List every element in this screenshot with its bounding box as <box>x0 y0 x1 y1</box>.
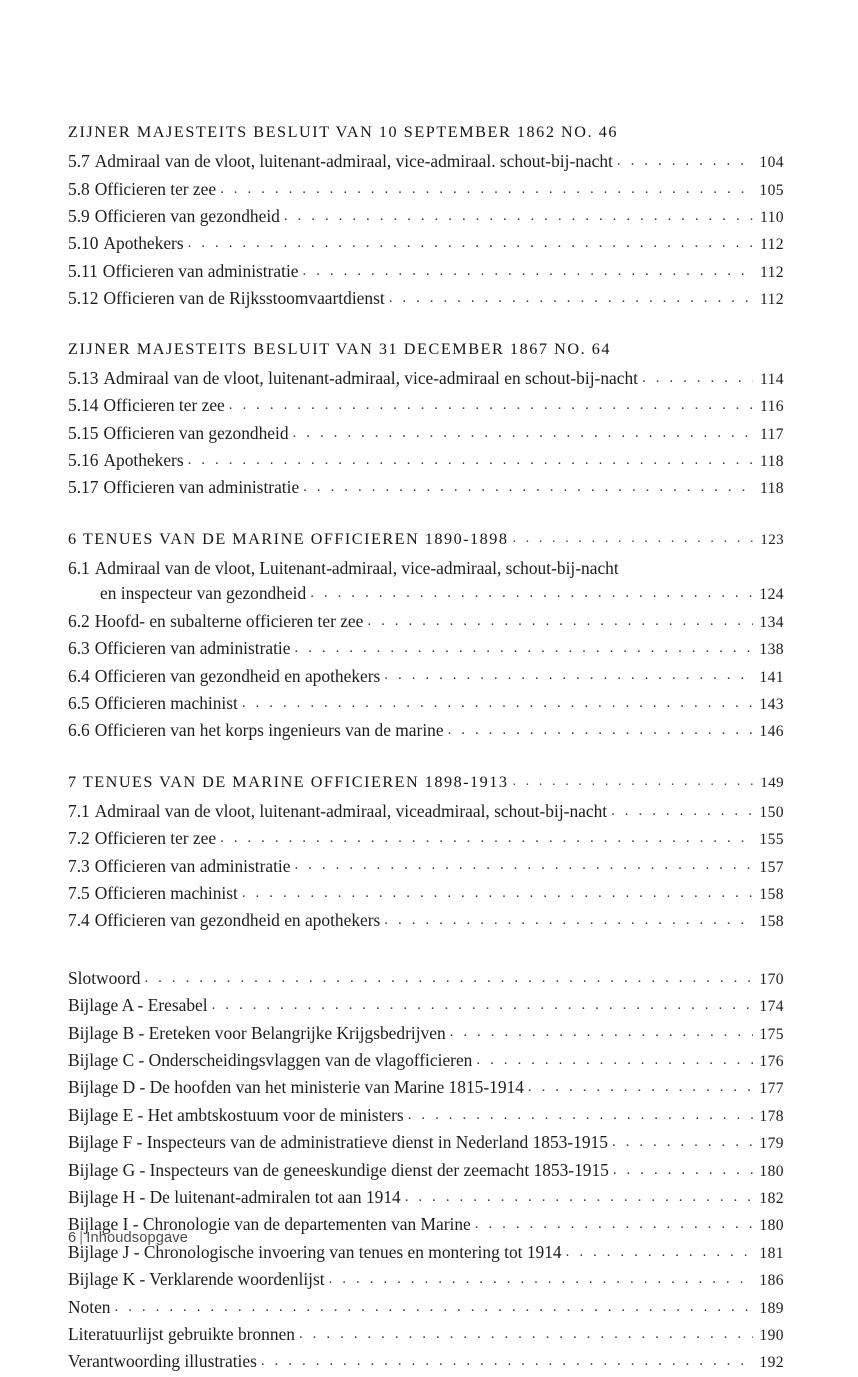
entry-page-number: 182 <box>759 1190 784 1207</box>
entry-label: Slotwoord <box>68 967 141 988</box>
footer-label: Inhoudsopgave <box>86 1230 188 1246</box>
entry-number: 5.14 <box>68 395 99 416</box>
entry-page-number: 149 <box>760 774 784 791</box>
chapter-heading-label: 7 TENUES VAN DE MARINE OFFICIEREN 1898-1913 <box>68 772 509 791</box>
toc-entry[interactable] <box>68 1103 784 1130</box>
entry-page-number: 112 <box>759 263 784 281</box>
entry-page-number: 117 <box>759 425 784 443</box>
entry-page-number: 180 <box>759 1162 784 1180</box>
entry-label: Bijlage D - De hoofden van het ministerie van Marine 1815-1914 <box>68 1077 524 1098</box>
leader-dots <box>220 826 753 851</box>
toc-entry[interactable] <box>68 286 784 313</box>
entry-label: Noten <box>68 1296 111 1317</box>
toc-entry[interactable] <box>68 1267 784 1294</box>
leader-dots <box>303 259 753 284</box>
entry-page-number: 174 <box>759 998 784 1016</box>
leader-dots <box>475 1212 753 1237</box>
entry-number: 6.5 <box>68 692 90 713</box>
leader-dots <box>512 774 753 790</box>
entry-label: Verantwoording illustraties <box>68 1351 257 1372</box>
toc-group <box>68 530 784 746</box>
leader-dots <box>617 149 753 174</box>
toc-entry[interactable] <box>68 636 784 663</box>
entry-page-number: 118 <box>759 453 784 471</box>
toc-entry[interactable] <box>68 1322 784 1349</box>
entry-number: 5.17 <box>68 477 99 498</box>
leader-dots <box>242 881 753 906</box>
leader-dots <box>384 908 753 933</box>
entry-number: 6.3 <box>68 638 90 659</box>
entry-label: Officieren van administratie <box>102 260 299 281</box>
entry-number: 6.1 <box>68 557 90 578</box>
toc-entry[interactable] <box>68 1075 784 1102</box>
entry-label: Officieren ter zee <box>94 828 217 849</box>
footer-page-number: 6 <box>68 1230 77 1246</box>
entry-page-number: 116 <box>759 398 784 416</box>
entry-label: Officieren van gezondheid en apothekers <box>94 910 381 931</box>
toc-entry[interactable] <box>68 421 784 448</box>
chapter-heading-label: 6 TENUES VAN DE MARINE OFFICIEREN 1890-1898 <box>68 529 509 548</box>
entry-page-number: 186 <box>759 1272 784 1290</box>
entry-page-number: 189 <box>759 1299 784 1317</box>
entry-label: Officieren machinist <box>94 692 238 713</box>
entry-number: 7.1 <box>68 800 90 821</box>
entry-page-number: 105 <box>759 181 784 199</box>
entry-number: 5.7 <box>68 151 90 172</box>
entry-number: 5.16 <box>68 450 99 471</box>
entry-label: Bijlage F - Inspecteurs van de administratieve dienst in Nederland 1853-1915 <box>68 1132 608 1153</box>
leader-dots <box>642 366 753 391</box>
entry-label: Officieren van administratie <box>103 477 300 498</box>
entry-page-number: 112 <box>759 291 784 309</box>
toc-entry[interactable] <box>68 691 784 718</box>
toc-entry[interactable] <box>68 475 784 502</box>
toc-group <box>68 773 784 936</box>
toc-entry[interactable] <box>68 231 784 258</box>
toc-entry[interactable] <box>68 966 784 993</box>
toc-entry[interactable] <box>68 204 784 231</box>
leader-dots <box>611 799 753 824</box>
toc-group <box>68 341 784 503</box>
leader-dots <box>566 1240 753 1265</box>
entry-number: 7.3 <box>68 855 90 876</box>
entry-label: Officieren van administratie <box>94 638 291 659</box>
entry-label: Officieren van het korps ingenieurs van de marine <box>94 720 444 741</box>
entry-page-number: 155 <box>759 831 784 849</box>
entry-label: Admiraal van de vloot, luitenant-admiraal, viceadmiraal, schout-bij-nacht <box>94 800 608 821</box>
entry-label: Admiraal van de vloot, luitenant-admiraal, vice-admiraal en schout-bij-nacht <box>103 367 638 388</box>
entry-page-number: 158 <box>759 913 784 931</box>
toc-entry[interactable] <box>68 881 784 908</box>
entry-label: Officieren van gezondheid <box>103 422 289 443</box>
toc-entry[interactable] <box>68 799 784 826</box>
entry-number: 6.4 <box>68 665 90 686</box>
entry-number: 5.10 <box>68 233 99 254</box>
entry-page-number: 143 <box>759 695 784 713</box>
entry-label: Bijlage K - Verklarende woordenlijst <box>68 1269 325 1290</box>
toc-entry[interactable] <box>68 149 784 176</box>
toc-entry[interactable] <box>68 854 784 881</box>
leader-dots <box>220 177 753 202</box>
leader-dots <box>294 636 753 661</box>
entry-page-number: 112 <box>759 236 784 254</box>
entry-label: Hoofd- en subalterne officieren ter zee <box>94 610 364 631</box>
toc-group <box>68 124 784 314</box>
leader-dots <box>310 581 753 606</box>
entry-label: Literatuurlijst gebruikte bronnen <box>68 1324 295 1345</box>
entry-number: 5.12 <box>68 288 99 309</box>
entry-label-continued: en inspecteur van gezondheid <box>100 583 307 604</box>
footer-separator: | <box>79 1230 84 1246</box>
entry-page-number: 123 <box>760 531 784 548</box>
toc-entry[interactable] <box>68 556 784 609</box>
toc-entry[interactable] <box>68 366 784 393</box>
entry-number: 5.9 <box>68 206 90 227</box>
leader-dots <box>450 1020 753 1045</box>
leader-dots <box>188 231 753 256</box>
entry-number: 7.5 <box>68 882 90 903</box>
leader-dots <box>612 1130 753 1155</box>
toc-entry[interactable] <box>68 826 784 853</box>
entry-page-number: 146 <box>759 723 784 741</box>
entry-page-number: 190 <box>759 1327 784 1345</box>
entry-page-number: 134 <box>759 613 784 631</box>
leader-dots <box>405 1185 753 1210</box>
entry-label: Officieren van administratie <box>94 855 291 876</box>
toc-entry[interactable] <box>68 177 784 204</box>
toc-entry[interactable] <box>68 1048 784 1075</box>
entry-page-number: 110 <box>759 209 784 227</box>
toc-appendix-list <box>68 966 784 1377</box>
toc-entry[interactable] <box>68 993 784 1020</box>
entry-label: Bijlage J - Chronologische invoering van tenues en montering tot 1914 <box>68 1241 562 1262</box>
entry-page-number: 118 <box>759 480 784 498</box>
entry-page-number: 177 <box>759 1080 784 1098</box>
chapter-heading-row[interactable] <box>68 773 784 792</box>
entry-page-number: 138 <box>759 641 784 659</box>
toc-entry[interactable] <box>68 259 784 286</box>
leader-dots <box>512 531 753 547</box>
entry-page-number: 150 <box>759 803 784 821</box>
entry-label: Bijlage E - Het ambtskostuum voor de ministers <box>68 1104 404 1125</box>
leader-dots <box>528 1075 753 1100</box>
leader-dots <box>303 475 753 500</box>
entry-label: Officieren van gezondheid en apothekers <box>94 665 381 686</box>
entry-label: Bijlage A - Eresabel <box>68 995 208 1016</box>
entry-number: 5.8 <box>68 178 90 199</box>
toc-entry[interactable] <box>68 908 784 935</box>
entry-page-number: 175 <box>759 1025 784 1043</box>
leader-dots <box>408 1103 753 1128</box>
entry-number: 5.11 <box>68 260 98 281</box>
entry-label: Officieren ter zee <box>103 395 225 416</box>
entry-label: Bijlage H - De luitenant-admiralen tot aan 1914 <box>68 1187 401 1207</box>
chapter-heading-row[interactable] <box>68 530 784 549</box>
entry-page-number: 180 <box>759 1217 784 1235</box>
leader-dots <box>367 609 753 634</box>
leader-dots <box>212 993 753 1018</box>
entry-page-number: 170 <box>759 970 784 988</box>
leader-dots <box>448 718 753 743</box>
entry-page-number: 157 <box>759 858 784 876</box>
entry-page-number: 176 <box>759 1052 784 1070</box>
entry-number: 7.4 <box>68 910 90 931</box>
leader-dots <box>476 1048 753 1073</box>
toc-entry[interactable] <box>68 1185 784 1212</box>
section-heading: ZIJNER MAJESTEITS BESLUIT VAN 31 DECEMBER 1867 NO. 64 <box>68 339 612 358</box>
entry-label: Bijlage B - Ereteken voor Belangrijke Krijgsbedrijven <box>68 1022 446 1043</box>
leader-dots <box>229 393 753 418</box>
entry-page-number: 178 <box>759 1107 784 1125</box>
entry-page-number: 192 <box>759 1354 784 1372</box>
leader-dots <box>384 663 753 688</box>
toc-entry[interactable] <box>68 448 784 475</box>
leader-dots <box>389 286 753 311</box>
entry-label: Bijlage G - Inspecteurs van de geneeskundige dienst der zeemacht 1853-1915 <box>68 1159 609 1180</box>
entry-page-number: 114 <box>759 370 784 388</box>
entry-label: Apothekers <box>103 450 184 471</box>
leader-dots <box>613 1158 753 1183</box>
entry-label: Admiraal van de vloot, luitenant-admiraal, vice-admiraal. schout-bij-nacht <box>94 151 613 172</box>
leader-dots <box>294 853 753 878</box>
leader-dots <box>261 1349 753 1374</box>
entry-number: 6.6 <box>68 720 90 741</box>
leader-dots <box>115 1295 753 1320</box>
entry-number: 6.2 <box>68 610 90 631</box>
entry-label: Officieren machinist <box>94 882 238 903</box>
entry-page-number: 141 <box>759 668 784 686</box>
entry-label: Bijlage C - Onderscheidingsvlaggen van de vlagofficieren <box>68 1049 473 1070</box>
entry-number: 5.15 <box>68 422 99 443</box>
leader-dots <box>284 204 753 229</box>
entry-page-number: 104 <box>759 154 784 172</box>
entry-page-number: 181 <box>759 1244 784 1262</box>
toc-entry[interactable] <box>68 1021 784 1048</box>
entry-number: 5.13 <box>68 367 99 388</box>
leader-dots <box>188 448 753 473</box>
entry-label: Officieren ter zee <box>94 178 217 199</box>
toc-entry[interactable] <box>68 718 784 745</box>
leader-dots <box>293 421 753 446</box>
entry-label: Bijlage I - Chronologie van de departementen van Marine <box>68 1214 471 1235</box>
toc-entry[interactable] <box>68 1130 784 1157</box>
page-footer <box>68 1230 188 1246</box>
toc-entry[interactable] <box>68 664 784 691</box>
toc-entry[interactable] <box>68 1295 784 1322</box>
entry-label: Apothekers <box>103 233 184 254</box>
entry-label: Admiraal van de vloot, Luitenant-admiraal, vice-admiraal, schout-bij-nacht <box>94 557 619 578</box>
entry-page-number: 124 <box>759 586 784 604</box>
entry-label: Officieren van gezondheid <box>94 206 280 227</box>
entry-page-number: 158 <box>759 885 784 903</box>
entry-page-number: 179 <box>759 1135 784 1153</box>
leader-dots <box>242 691 753 716</box>
entry-label: Officieren van de Rijksstoomvaartdienst <box>103 288 385 309</box>
section-heading: ZIJNER MAJESTEITS BESLUIT VAN 10 SEPTEMBER 1862 NO. 46 <box>68 123 619 141</box>
toc-entry[interactable] <box>68 609 784 636</box>
entry-number: 7.2 <box>68 828 90 849</box>
toc-body <box>68 124 784 1377</box>
toc-entry[interactable] <box>68 1349 784 1376</box>
toc-entry[interactable] <box>68 393 784 420</box>
leader-dots <box>144 966 753 991</box>
leader-dots <box>299 1322 753 1347</box>
toc-entry[interactable] <box>68 1158 784 1185</box>
